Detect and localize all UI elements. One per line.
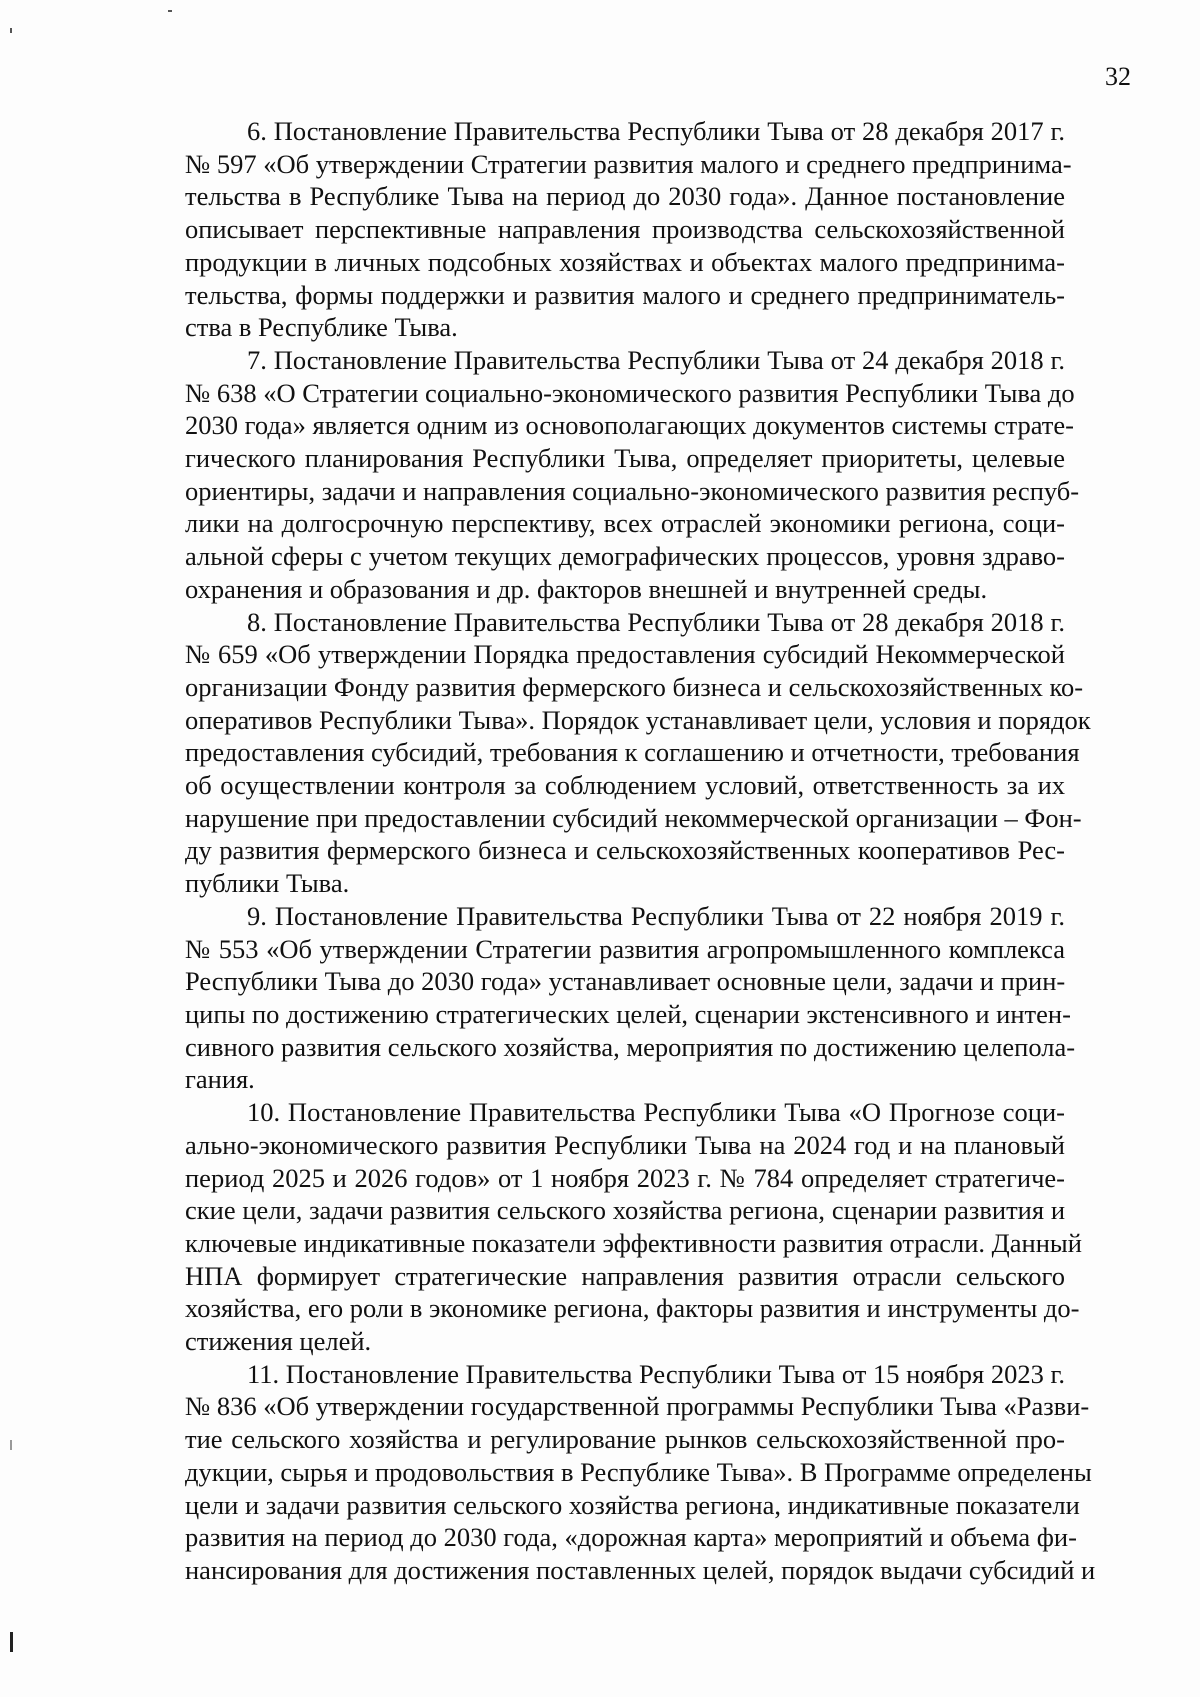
text-line: дукции, сырья и продовольствия в Республике Тыва». В Программе определены [185, 1456, 1092, 1487]
text-line: 8. Постановление Правительства Республики Тыва от 28 декабря 2018 г. [247, 606, 1065, 637]
text-line: предоставления субсидий, требования к соглашению и отчетности, требования [185, 737, 1080, 768]
text-line: № 597 «Об утверждении Стратегии развития малого и среднего предпринима- [185, 148, 1072, 179]
text-line: ключевые индикативные показатели эффективности развития отрасли. Данный [185, 1227, 1082, 1258]
text-line: № 659 «Об утверждении Порядка предоставления субсидий Некоммерческой [185, 639, 1065, 670]
text-line: 6. Постановление Правительства Республики Тыва от 28 декабря 2017 г. [247, 116, 1065, 146]
paragraph-8 [185, 606, 1091, 900]
text-line: организации Фонду развития фермерского бизнеса и сельскохозяйственных ко- [185, 671, 1084, 702]
text-line: стижения целей. [185, 1326, 372, 1357]
scan-speck [10, 1632, 13, 1652]
text-line: тельства, формы поддержки и развития малого и среднего предприниматель- [185, 279, 1065, 310]
text-line: оперативов Республики Тыва». Порядок устанавливает цели, условия и порядок [185, 704, 1091, 735]
scan-speck [168, 10, 172, 12]
text-line: об осуществлении контроля за соблюдением условий, ответственность за их [185, 770, 1065, 801]
text-line: № 638 «О Стратегии социально-экономического развития Республики Тыва до [185, 377, 1075, 408]
text-line: нансирования для достижения поставленных целей, порядок выдачи субсидий и [185, 1554, 1096, 1585]
text-line: тельства в Республике Тыва на период до 2030 года». Данное постановление [185, 181, 1065, 212]
text-line: охранения и образования и др. факторов внешней и внутренней среды. [185, 573, 988, 604]
text-line: 10. Постановление Правительства Республики Тыва «О Прогнозе соци- [247, 1097, 1065, 1128]
text-line: описывает перспективные направления производства сельскохозяйственной [185, 214, 1065, 245]
text-line: 11. Постановление Правительства Республики Тыва от 15 ноября 2023 г. [247, 1358, 1065, 1389]
text-line: НПА формирует стратегические направления развития отрасли сельского [185, 1260, 1065, 1291]
paragraph-7 [185, 344, 1080, 606]
text-line: ства в Республике Тыва. [185, 312, 458, 343]
text-line: нарушение при предоставлении субсидий некоммерческой организации – Фон- [185, 802, 1082, 833]
scan-speck [10, 1440, 12, 1450]
paragraph-11 [185, 1358, 1096, 1587]
text-line: 9. Постановление Правительства Республики Тыва от 22 ноября 2019 г. [247, 900, 1065, 931]
text-line: № 553 «Об утверждении Стратегии развития агропромышленного комплекса [185, 933, 1065, 964]
paragraph-9 [185, 900, 1076, 1096]
text-line: гического планирования Республики Тыва, определяет приоритеты, целевые [185, 443, 1065, 474]
text-line: 2030 года» является одним из основополагающих документов системы страте- [185, 410, 1074, 441]
paragraph-6 [185, 115, 1072, 344]
page-number: 32 [1105, 62, 1131, 91]
text-line: сивного развития сельского хозяйства, мероприятия по достижению целепола- [185, 1031, 1076, 1062]
text-line: гания. [185, 1064, 255, 1095]
text-line: ориентиры, задачи и направления социально-экономического развития респуб- [185, 475, 1080, 506]
scan-speck [10, 28, 12, 33]
text-line: цели и задачи развития сельского хозяйства региона, индикативные показатели [185, 1489, 1080, 1520]
text-line: период 2025 и 2026 годов» от 1 ноября 2023 г. № 784 определяет стратегиче- [185, 1162, 1065, 1193]
text-line: хозяйства, его роли в экономике региона, факторы развития и инструменты до- [185, 1293, 1080, 1324]
text-line: ские цели, задачи развития сельского хозяйства региона, сценарии развития и [185, 1195, 1065, 1226]
text-line: № 836 «Об утверждении государственной программы Республики Тыва «Разви- [185, 1391, 1090, 1422]
text-line: альной сферы с учетом текущих демографических процессов, уровня здраво- [185, 541, 1065, 572]
text-line: ципы по достижению стратегических целей, сценарии экстенсивного и интен- [185, 998, 1071, 1029]
document-body [185, 115, 1096, 1587]
text-line: публики Тыва. [185, 868, 350, 899]
text-line: ду развития фермерского бизнеса и сельскохозяйственных кооперативов Рес- [185, 835, 1065, 866]
text-line: продукции в личных подсобных хозяйствах и объектах малого предпринима- [185, 246, 1065, 277]
text-line: лики на долгосрочную перспективу, всех отраслей экономики региона, соци- [185, 508, 1065, 539]
text-line: развития на период до 2030 года, «дорожная карта» мероприятий и объема фи- [185, 1522, 1077, 1553]
text-line: 7. Постановление Правительства Республики Тыва от 24 декабря 2018 г. [247, 344, 1065, 375]
text-line: ально-экономического развития Республики Тыва на 2024 год и на плановый [185, 1129, 1065, 1160]
paragraph-10 [185, 1096, 1082, 1358]
text-line: тие сельского хозяйства и регулирование рынков сельскохозяйственной про- [185, 1424, 1065, 1455]
text-line: Республики Тыва до 2030 года» устанавливает основные цели, задачи и прин- [185, 966, 1066, 997]
